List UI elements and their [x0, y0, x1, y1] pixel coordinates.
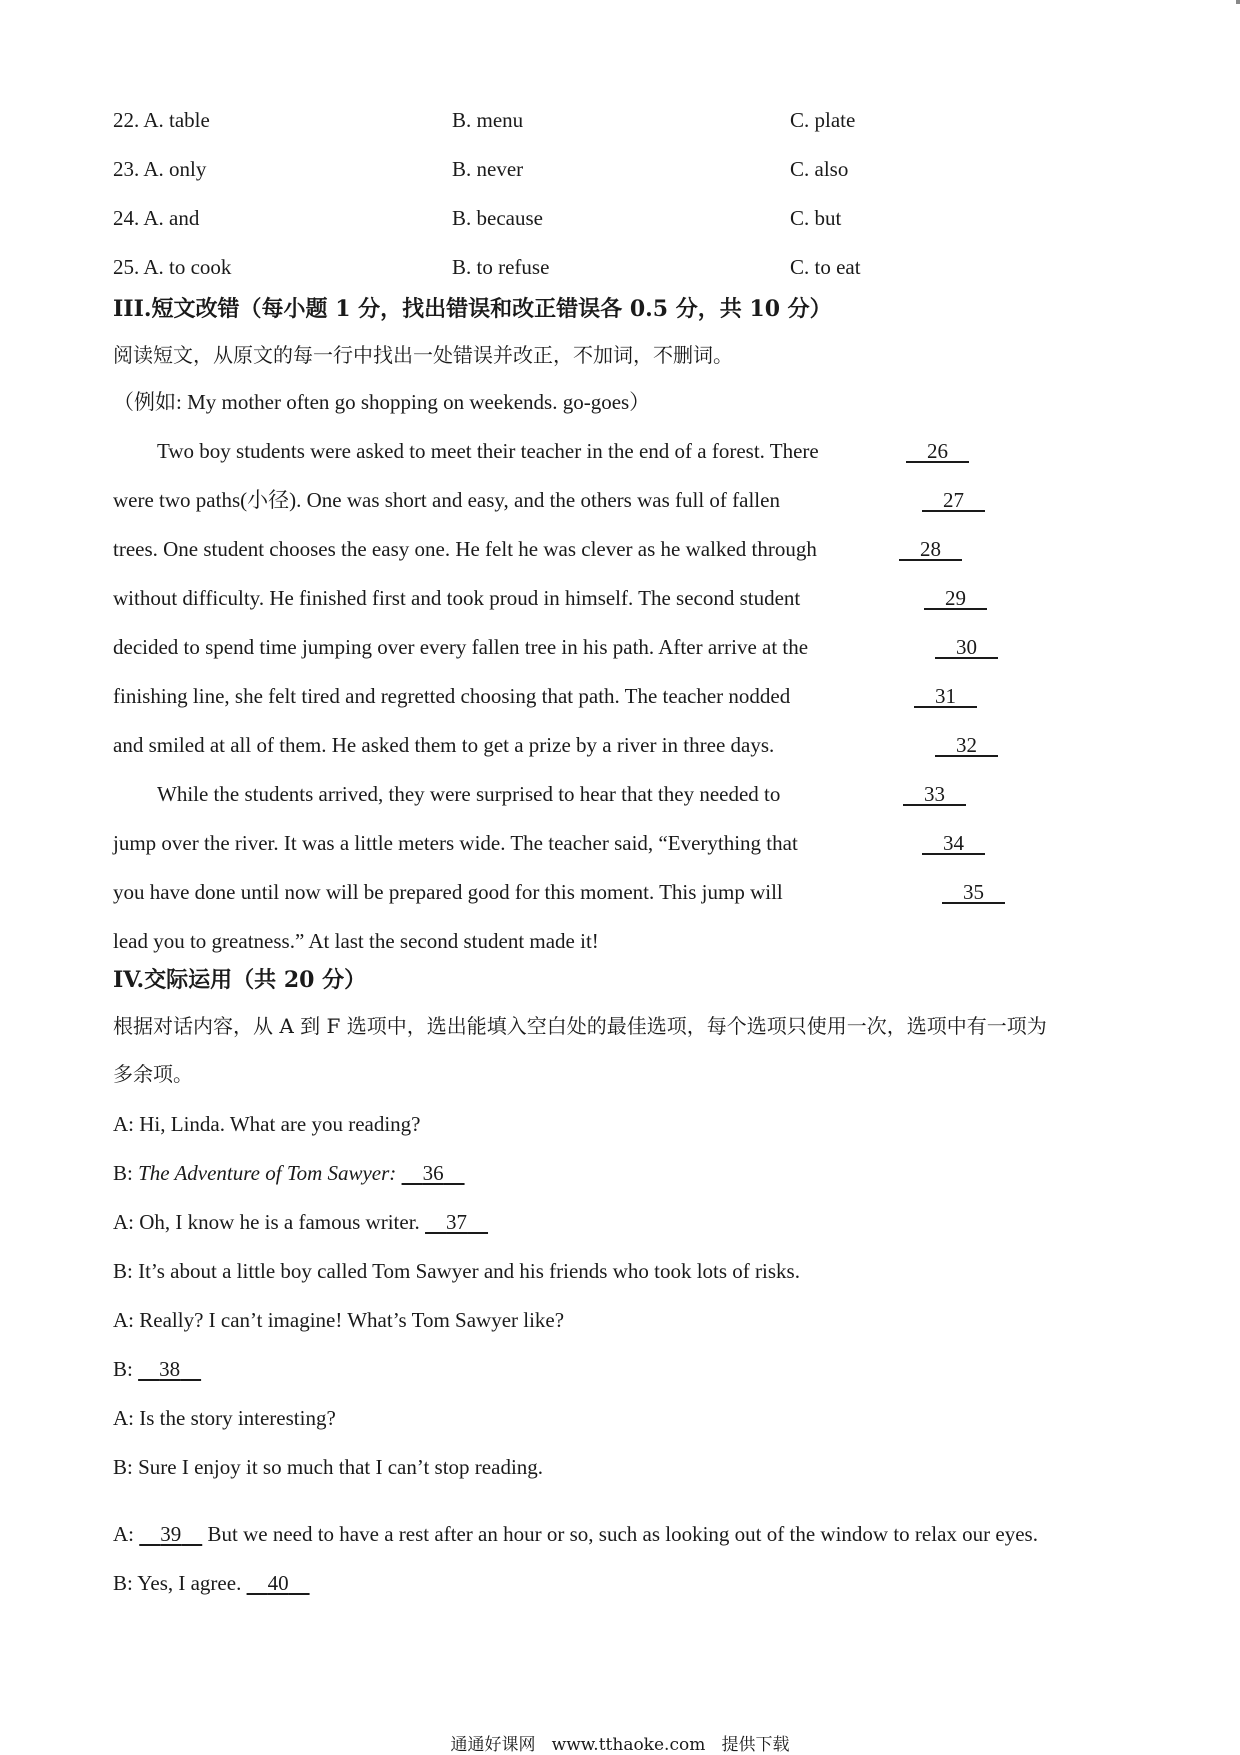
passage-line-3: trees. One student chooses the easy one. He felt he was clever as he walked through	[113, 537, 817, 561]
passage-line-11: lead you to greatness.” At last the second student made it!	[113, 929, 599, 953]
option-b: B. because	[452, 206, 543, 230]
section-3-heading: III.短文改错（每小题 1 分，找出错误和改正错误各 0.5 分，共 10 分）	[113, 296, 832, 322]
option-a: 24. A. and	[113, 206, 200, 230]
answer-blank-38[interactable]: 38	[159, 1357, 181, 1381]
answer-blank-37[interactable]: 37	[446, 1210, 468, 1234]
option-b: B. menu	[452, 108, 524, 132]
dialogue-line-10: B: Yes, I agree. 40	[113, 1573, 310, 1594]
dialogue-line-6: B: 38	[113, 1359, 201, 1380]
passage-line-7: and smiled at all of them. He asked them to get a prize by a river in three days.	[113, 733, 775, 757]
passage-line-9: jump over the river. It was a little meters wide. The teacher said, “Everything that	[113, 831, 798, 855]
page-footer: 通通好课网 www.tthaoke.com 提供下载	[450, 1735, 790, 1755]
answer-blank-31[interactable]: 31	[935, 684, 956, 708]
dialogue-line-5: A: Really? I can’t imagine! What’s Tom Sawyer like?	[113, 1308, 565, 1332]
answer-blank-30[interactable]: 30	[956, 635, 977, 659]
option-c: C. also	[790, 157, 849, 181]
answer-blank-39[interactable]: 39	[160, 1522, 182, 1546]
option-c: C. plate	[790, 108, 856, 132]
passage-line-4: without difficulty. He finished first and took proud in himself. The second student	[113, 586, 801, 610]
passage-line-5: decided to spend time jumping over every fallen tree in his path. After arrive at the	[113, 635, 809, 659]
answer-blank-29[interactable]: 29	[945, 586, 966, 610]
page-corner-mark	[1236, 0, 1240, 4]
option-b: B. never	[452, 157, 524, 181]
option-a: 25. A. to cook	[113, 255, 232, 279]
dialogue-line-8: B: Sure I enjoy it so much that I can’t stop reading.	[113, 1455, 544, 1479]
answer-blank-32[interactable]: 32	[956, 733, 977, 757]
section-4-heading: IV.交际运用（共 20 分）	[113, 967, 367, 993]
dialogue-line-9: A: 39 But we need to have a rest after an hour or so, such as looking out of the window to relax our eyes.	[113, 1522, 1038, 1546]
answer-blank-28[interactable]: 28	[920, 537, 941, 561]
dialogue-line-7: A: Is the story interesting?	[113, 1406, 336, 1430]
answer-blank-26[interactable]: 26	[927, 439, 948, 463]
answer-blank-34[interactable]: 34	[943, 831, 964, 855]
answer-blank-35[interactable]: 35	[963, 880, 984, 904]
dialogue-line-2: B: The Adventure of Tom Sawyer: 36	[113, 1163, 465, 1184]
section-4-instruction-cont: 多余项。	[113, 1062, 193, 1086]
passage-line-6: finishing line, she felt tired and regretted choosing that path. The teacher nodded	[113, 684, 791, 708]
option-c: C. but	[790, 206, 842, 230]
section-3-example: （例如: My mother often go shopping on weekends. go-goes）	[113, 390, 651, 414]
answer-blank-27[interactable]: 27	[943, 488, 964, 512]
answer-blank-40[interactable]: 40	[267, 1571, 289, 1595]
passage-line-2: were two paths(小径). One was short and easy, and the others was full of fallen	[113, 488, 780, 512]
passage-line-10: you have done until now will be prepared good for this moment. This jump will	[113, 880, 783, 904]
option-a: 22. A. table	[113, 108, 210, 132]
passage-line-1: Two boy students were asked to meet their teacher in the end of a forest. There	[157, 439, 819, 463]
option-b: B. to refuse	[452, 255, 550, 279]
option-c: C. to eat	[790, 255, 861, 279]
dialogue-line-1: A: Hi, Linda. What are you reading?	[113, 1112, 421, 1136]
answer-blank-33[interactable]: 33	[924, 782, 945, 806]
dialogue-line-3: A: Oh, I know he is a famous writer. 37	[113, 1212, 488, 1233]
section-3-instruction: 阅读短文，从原文的每一行中找出一处错误并改正，不加词，不删词。	[113, 343, 733, 367]
option-a: 23. A. only	[113, 157, 207, 181]
section-4-instruction: 根据对话内容，从 A 到 F 选项中，选出能填入空白处的最佳选项，每个选项只使用一次，选项中有一项为	[113, 1014, 1047, 1038]
book-title: The Adventure of Tom Sawyer:	[138, 1161, 397, 1185]
dialogue-line-4: B: It’s about a little boy called Tom Sawyer and his friends who took lots of risks.	[113, 1259, 800, 1283]
passage-line-8: While the students arrived, they were surprised to hear that they needed to	[157, 782, 781, 806]
answer-blank-36[interactable]: 36	[422, 1161, 444, 1185]
